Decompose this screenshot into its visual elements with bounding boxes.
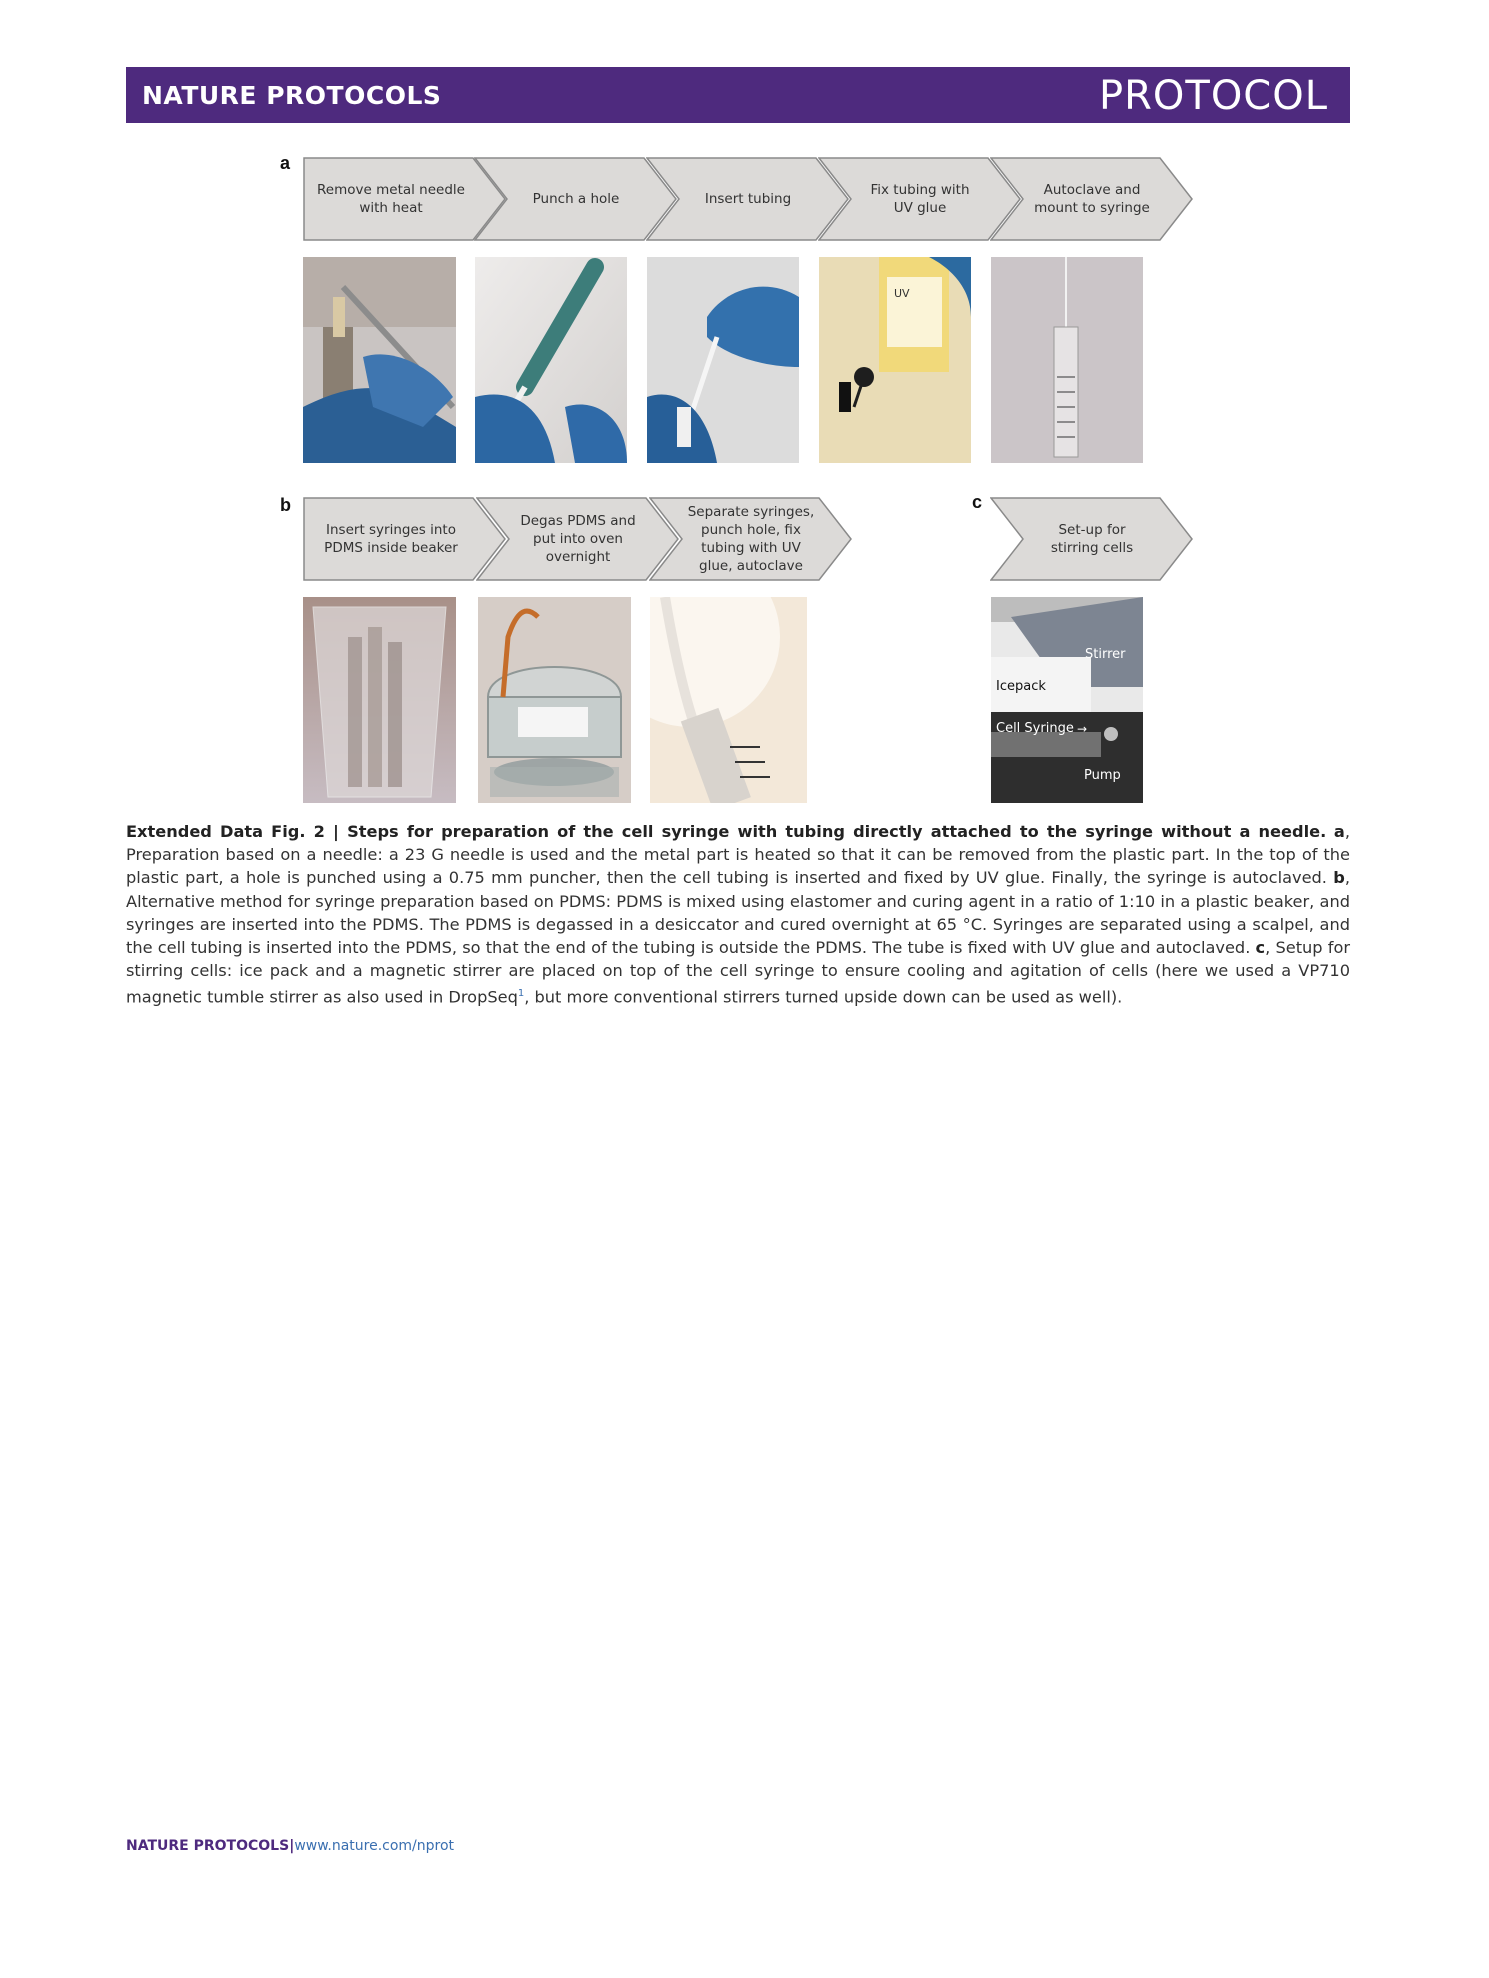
photo-punch-hole bbox=[475, 257, 627, 463]
page-footer bbox=[126, 1838, 454, 1854]
panel-a-letter: a bbox=[280, 153, 291, 173]
step-a5-label: Autoclave and mount to syringe bbox=[1034, 182, 1150, 216]
step-c1-label: Set-up for stirring cells bbox=[1050, 522, 1134, 556]
photo-remove-needle bbox=[303, 257, 456, 463]
pump-label: Pump bbox=[1084, 768, 1121, 783]
glue-label-text: UV bbox=[894, 287, 910, 300]
icepack-label: Icepack bbox=[996, 679, 1046, 694]
caption-c-text-end: , but more conventional stirrers turned upside down can be used as well). bbox=[524, 987, 1123, 1007]
caption-label: Extended Data Fig. 2 | Steps for preparation of the cell syringe with tubing directly attached to the syringe without a needle. bbox=[126, 822, 1327, 841]
step-a4-label: Fix tubing with UV glue bbox=[870, 182, 970, 216]
step-a1-label: Remove metal needle with heat bbox=[317, 182, 465, 216]
step-a5-chevron bbox=[990, 157, 1194, 241]
step-b1-label: Insert syringes into PDMS inside beaker bbox=[324, 522, 458, 556]
step-a2-label: Punch a hole bbox=[532, 191, 620, 207]
caption-b-text: , Alternative method for syringe preparation based on PDMS: PDMS is mixed using elastomer and curing agent in a ratio of 1:10 in a plastic beaker, and syringes are inserted into the PDMS. The PDMS is degassed in a desiccator and cured overnight at 65 °C. Syringes are separated using a scalpel, and the cell tubing is inserted into the PDMS, so that the end of the tubing is outside the PDMS. The tube is fixed with UV glue and autoclaved. bbox=[126, 868, 1350, 958]
journal-banner bbox=[126, 67, 1350, 123]
step-b3-label: Separate syringes, punch hole, fix tubing with UV glue, autoclave bbox=[687, 504, 815, 574]
journal-name: NATURE PROTOCOLS bbox=[142, 81, 442, 110]
step-b2-label: Degas PDMS and put into oven overnight bbox=[520, 513, 636, 565]
cell-syringe-label: Cell Syringe bbox=[996, 721, 1074, 736]
photo-syringes-in-beaker bbox=[303, 597, 456, 803]
step-a3-label: Insert tubing bbox=[704, 191, 792, 207]
caption-a-text: , Preparation based on a needle: a 23 G needle is used and the metal part is heated so that it can be removed from the plastic part. In the top of the plastic part, a hole is punched using a 0.75 mm puncher, then the cell tubing is inserted and fixed by UV glue. Finally, the syringe is autoclaved. bbox=[126, 822, 1350, 888]
caption-c-text: , Setup for stirring cells: ice pack and a magnetic stirrer are placed on top of the cell syringe to ensure cooling and agitation of cells (here we used a VP710 magnetic tumble stirrer as also used in DropSeq bbox=[126, 938, 1350, 1007]
article-type: PROTOCOL bbox=[1098, 73, 1328, 119]
figure-caption bbox=[126, 820, 1350, 1009]
footer-journal: NATURE PROTOCOLS bbox=[126, 1838, 290, 1854]
photo-uv-glue bbox=[819, 257, 971, 463]
step-b3-chevron bbox=[649, 497, 853, 581]
step-c1-chevron bbox=[990, 497, 1194, 581]
panel-c-letter: c bbox=[972, 492, 983, 512]
footer-separator: | bbox=[289, 1838, 295, 1854]
caption-a-letter: a bbox=[1333, 822, 1345, 841]
stirrer-label: Stirrer bbox=[1085, 647, 1126, 662]
arrow-icon: → bbox=[1077, 722, 1088, 736]
photo-stirring-setup bbox=[991, 597, 1143, 803]
photo-desiccator bbox=[478, 597, 631, 803]
photo-separated-syringe bbox=[650, 597, 807, 803]
photo-insert-tubing bbox=[647, 257, 799, 463]
photo-autoclave-mount bbox=[991, 257, 1143, 463]
caption-c-letter: c bbox=[1255, 938, 1266, 958]
caption-b-letter: b bbox=[1333, 868, 1345, 888]
reference-link[interactable]: 1 bbox=[517, 988, 525, 1000]
panel-b-letter: b bbox=[280, 495, 291, 515]
footer-url[interactable]: www.nature.com/nprot bbox=[294, 1838, 455, 1854]
